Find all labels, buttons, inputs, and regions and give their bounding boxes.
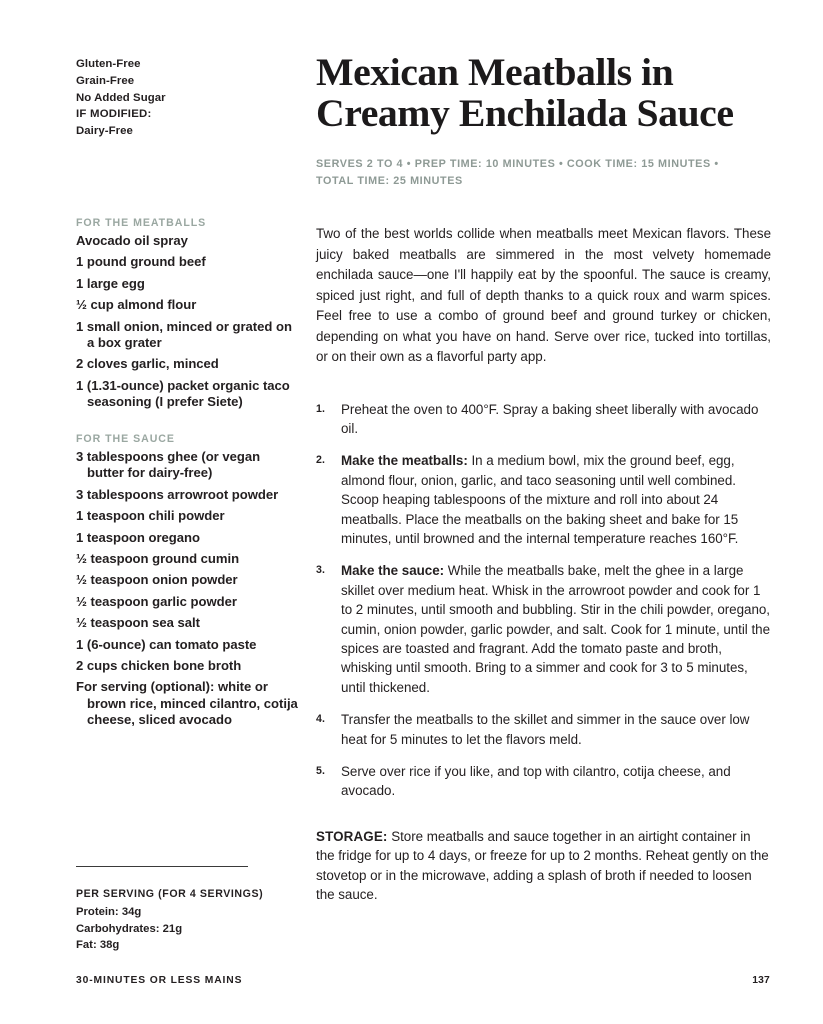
storage-label: STORAGE: bbox=[316, 828, 388, 844]
ingredient-item: ½ teaspoon ground cumin bbox=[76, 551, 240, 567]
step-body-text: Preheat the oven to 400°F. Spray a baking sheet liberally with avocado oil. bbox=[341, 401, 759, 436]
ingredients-meatballs bbox=[76, 217, 298, 416]
step-number: 5. bbox=[316, 765, 326, 777]
diet-tag: Grain-Free bbox=[76, 74, 135, 87]
nutrition-divider bbox=[76, 866, 248, 867]
step-body-text: Serve over rice if you like, and top with cilantro, cotija cheese, and avocado. bbox=[341, 764, 731, 799]
step-text bbox=[341, 762, 771, 801]
step-lead-label: Make the meatballs: bbox=[341, 453, 468, 469]
nutrition-title: PER SERVING (FOR 4 SERVINGS) bbox=[76, 888, 264, 901]
footer-chapter-label: 30-MINUTES OR LESS MAINS bbox=[76, 975, 243, 986]
ingredient-item: 1 teaspoon oregano bbox=[76, 529, 200, 545]
nutrition-line: Fat: 38g bbox=[76, 938, 120, 951]
ingredient-item: 3 tablespoons ghee (or vegan butter for dairy-free) bbox=[76, 449, 261, 481]
storage-text: Store meatballs and sauce together in an airtight container in the fridge for up to 4 days, or freeze for up to 2 months. Reheat gently on the stovetop or in the microwave, adding a splash of broth if needed to loosen the sauce. bbox=[316, 828, 769, 903]
page-title: Mexican Meatballs in Creamy Enchilada Sauce bbox=[316, 51, 734, 135]
step-body-text: In a medium bowl, mix the ground beef, egg, almond flour, onion, garlic, and taco seasoning until well combined. Scoop heaping tablespoons of the mixture and roll into about 24 meatballs. Place the meatballs on the baking sheet and bake for 15 minutes, until browned and the internal temperature reaches 160°F. bbox=[341, 453, 739, 546]
step-number: 3. bbox=[316, 564, 326, 577]
ingredient-item: 1 (1.31-ounce) packet organic taco seasoning (I prefer Siete) bbox=[76, 377, 290, 410]
step-number: 1. bbox=[316, 402, 326, 415]
ingredients-meatballs-heading: FOR THE MEATBALLS bbox=[76, 217, 207, 229]
ingredients-sauce-heading: FOR THE SAUCE bbox=[76, 433, 175, 445]
ingredient-item: ½ cup almond flour bbox=[76, 297, 197, 313]
recipe-intro: Two of the best worlds collide when meatballs meet Mexican flavors. These juicy baked meatballs are simmered in the most velvety homemade enchilada sauce—one I'll happily eat by the spoonful. The sauce is creamy, spiced just right, and full of depth thanks to a quick roux and warm spices. Feel free to use a combo of ground beef and ground turkey or chicken, depending on what you have on hand. Serve over rice, tucked into tortillas, or on their own as a flavorful party app. bbox=[316, 226, 771, 364]
instruction-step bbox=[316, 451, 771, 548]
page-footer bbox=[76, 975, 770, 986]
step-text bbox=[341, 451, 771, 548]
diet-tag: Gluten-Free bbox=[76, 58, 141, 70]
ingredient-item: 2 cloves garlic, minced bbox=[76, 356, 219, 372]
ingredient-item: 1 pound ground beef bbox=[76, 254, 206, 270]
step-text bbox=[341, 561, 771, 697]
step-body-text: While the meatballs bake, melt the ghee in a large skillet over medium heat. Whisk in the arrowroot powder and cook for 1 to 2 minutes, until smooth and bubbling. Stir in the chili powder, oregano, cumin, onion powder, garlic powder, and salt. Cook for 1 minute, until the spices are toasted and fragrant. Add the tomato paste and broth, whisking until smooth. Bring to a simmer and cook for 3 to 5 minutes, until thickened. bbox=[341, 563, 770, 695]
ingredient-item: 2 cups chicken bone broth bbox=[76, 658, 242, 674]
storage-note bbox=[316, 827, 771, 905]
diet-tags-container bbox=[76, 56, 291, 140]
diet-tag: Dairy-Free bbox=[76, 125, 133, 138]
nutrition-lines bbox=[76, 904, 291, 953]
ingredient-item: 1 small onion, minced or grated on a box grater bbox=[76, 318, 292, 351]
step-body-text: Transfer the meatballs to the skillet and simmer in the sauce over low heat for 5 minutes to let the flavors meld. bbox=[341, 712, 750, 747]
step-number: 4. bbox=[316, 713, 326, 726]
ingredients-sauce bbox=[76, 433, 298, 734]
ingredient-item: Avocado oil spray bbox=[76, 233, 188, 248]
step-text bbox=[341, 710, 771, 749]
ingredients-meatballs-list bbox=[76, 233, 298, 411]
ingredient-item: 1 (6-ounce) can tomato paste bbox=[76, 636, 257, 652]
diet-tag: IF MODIFIED: bbox=[76, 108, 152, 121]
step-lead-label: Make the sauce: bbox=[341, 563, 445, 579]
diet-tag: No Added Sugar bbox=[76, 91, 166, 104]
instruction-step bbox=[316, 710, 771, 749]
step-text bbox=[341, 400, 771, 439]
footer-page-number: 137 bbox=[752, 975, 770, 986]
ingredient-item: For serving (optional): white or brown rice, minced cilantro, cotija cheese, sliced avocado bbox=[76, 679, 298, 728]
ingredient-item: 1 large egg bbox=[76, 275, 145, 291]
recipe-meta: SERVES 2 TO 4 • PREP TIME: 10 MINUTES • COOK TIME: 15 MINUTES • TOTAL TIME: 25 MINUTES bbox=[316, 158, 719, 187]
instruction-step bbox=[316, 762, 771, 801]
ingredient-item: ½ teaspoon sea salt bbox=[76, 615, 200, 631]
ingredients-sauce-list bbox=[76, 449, 298, 729]
nutrition-line: Protein: 34g bbox=[76, 906, 142, 919]
diet-tag-list bbox=[76, 56, 291, 140]
instruction-step bbox=[316, 400, 771, 439]
nutrition-line: Carbohydrates: 21g bbox=[76, 922, 183, 935]
ingredient-item: ½ teaspoon garlic powder bbox=[76, 593, 237, 609]
ingredient-item: 3 tablespoons arrowroot powder bbox=[76, 486, 279, 502]
ingredient-item: 1 teaspoon chili powder bbox=[76, 508, 225, 524]
instruction-steps bbox=[316, 400, 771, 801]
step-number: 2. bbox=[316, 454, 326, 467]
nutrition-panel bbox=[76, 866, 291, 953]
instruction-step bbox=[316, 561, 771, 697]
recipe-main bbox=[316, 52, 771, 904]
ingredient-item: ½ teaspoon onion powder bbox=[76, 572, 238, 588]
